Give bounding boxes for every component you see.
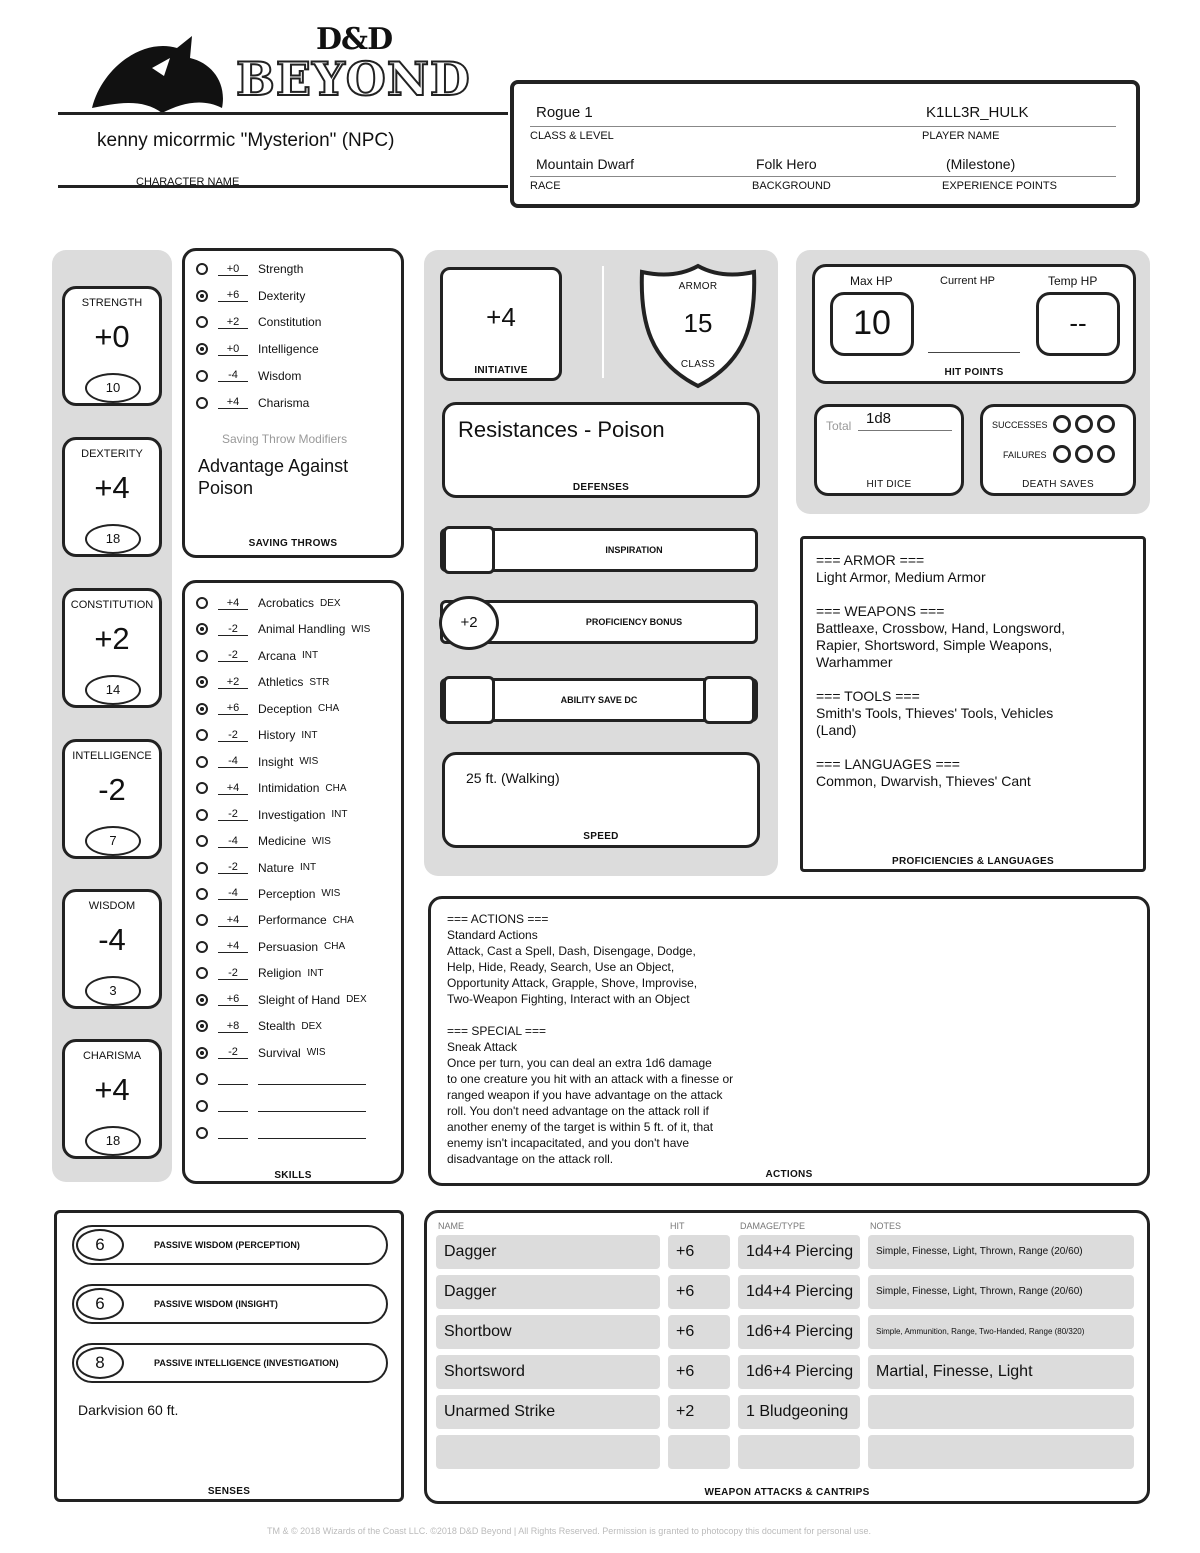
skill-stat: WIS [299, 756, 319, 768]
skill-row[interactable] [196, 962, 323, 984]
inspiration-label: INSPIRATION [605, 545, 663, 555]
ability-name: STRENGTH [81, 297, 143, 309]
divider [530, 126, 1116, 127]
senses-title: SENSES [207, 1486, 251, 1497]
current-hp-line[interactable] [928, 352, 1020, 353]
passive-value[interactable]: 8 [76, 1347, 124, 1379]
skill-value: -2 [218, 808, 248, 821]
skill-row[interactable] [196, 883, 340, 905]
skill-stat: CHA [318, 703, 340, 715]
proficiency-dot-icon[interactable] [196, 782, 208, 794]
skill-name: Intimidation [258, 781, 320, 796]
proficiency-dot-icon[interactable] [196, 623, 208, 635]
ability-modifier[interactable]: +0 [94, 319, 130, 354]
max-hp-value[interactable]: 10 [853, 304, 891, 342]
proficiency-dot-icon[interactable] [196, 263, 208, 275]
circle-icon[interactable] [1075, 415, 1093, 433]
skill-name-line [258, 1100, 366, 1112]
skill-blank[interactable] [196, 1122, 366, 1144]
proficiency-dot-icon[interactable] [196, 967, 208, 979]
proficiencies-text[interactable]: === ARMOR === Light Armor, Medium Armor === WEAPONS === Battleaxe, Crossbow, Hand, Longsword, Rapier, Shortsword, Simple Weapons, Warhammer === TOOLS === Smith's Tools, Thieves' Tools, Vehicles (Land) === LANGUAGES === Common, Dwarvish, Thieves' Cant [816, 552, 1066, 789]
saving-throw-name: Charisma [258, 395, 310, 410]
ability-name: WISDOM [88, 900, 136, 912]
proficiency-dot-icon[interactable] [196, 862, 208, 874]
saving-throw-row[interactable] [196, 311, 321, 333]
skill-name-line [258, 1073, 366, 1085]
skill-row[interactable] [196, 804, 348, 826]
skill-value: -4 [218, 887, 248, 900]
skill-stat: DEX [320, 597, 341, 609]
experience-points-label: EXPERIENCE POINTS [942, 180, 1057, 192]
proficiency-dot-icon[interactable] [196, 809, 208, 821]
skill-blank[interactable] [196, 1095, 366, 1117]
ability-modifier[interactable]: +2 [94, 621, 130, 656]
saving-throws-title: SAVING THROWS [248, 538, 338, 549]
skill-row[interactable] [196, 698, 339, 720]
actions-text[interactable]: === ACTIONS === Standard Actions Attack, Cast a Spell, Dash, Disengage, Dodge, Help, Hide, Ready, Search, Use an Object, Opportunity Attack, Grapple, Shove, Improvise, Two-Weapon Fighting, Interact with an Object === SPECIAL === Sneak Attack Once per turn, you can deal an extra 1d6 damage to one creature you hit with an attack with a finesse or ranged weapon if you have advantage on the attack roll. You don't need advantage on the attack roll if another enemy of the target is within 5 ft. of it, that enemy isn't incapacitated, and you don't have disadvantage on the attack roll. [447, 912, 734, 1166]
proficiency-bonus-label: PROFICIENCY BONUS [585, 617, 683, 627]
weapons-header-hit: HIT [670, 1221, 685, 1231]
skill-stat: WIS [351, 623, 371, 635]
weapon-hit-cell[interactable] [668, 1435, 730, 1469]
proficiency-dot-icon[interactable] [196, 290, 208, 302]
skill-name: Survival [258, 1045, 301, 1060]
ability-save-dc-label: ABILITY SAVE DC [560, 695, 638, 705]
skill-row[interactable] [196, 857, 316, 879]
proficiency-dot-icon[interactable] [196, 941, 208, 953]
weapon-damage-cell[interactable]: 1d6+4 Piercing [738, 1315, 860, 1349]
skill-stat: WIS [321, 888, 341, 900]
skill-stat: INT [307, 967, 324, 979]
saving-throw-value: +6 [218, 289, 248, 302]
failure-checkboxes[interactable] [1053, 445, 1115, 463]
skill-row[interactable] [196, 751, 318, 773]
skill-row[interactable] [196, 989, 367, 1011]
weapon-name-cell[interactable]: Dagger [436, 1235, 660, 1269]
save-dc-slot[interactable] [443, 676, 495, 724]
skill-stat: WIS [312, 835, 331, 847]
hit-dice-total-label: Total [826, 419, 852, 433]
hit-points-label: HIT POINTS [944, 367, 1004, 378]
proficiency-dot-icon[interactable] [196, 650, 208, 662]
initiative-label: INITIATIVE [474, 365, 528, 376]
skill-name: Perception [258, 886, 316, 901]
skill-value [218, 1073, 248, 1085]
proficiency-dot-icon[interactable] [196, 994, 208, 1006]
weapon-notes-cell[interactable]: Simple, Ammunition, Range, Two-Handed, Range (80/320) [868, 1315, 1134, 1349]
saving-throw-name: Wisdom [258, 368, 302, 383]
ability-charisma [62, 1039, 162, 1159]
dragon-logo-icon [82, 28, 232, 118]
defenses-label: DEFENSES [572, 482, 630, 493]
skill-stat: INT [302, 650, 319, 662]
saving-throw-value: +0 [218, 263, 248, 276]
weapon-notes-cell[interactable]: Simple, Finesse, Light, Thrown, Range (20/60) [868, 1235, 1134, 1269]
weapon-name-cell[interactable]: Unarmed Strike [436, 1395, 660, 1429]
weapons-title: WEAPON ATTACKS & CANTRIPS [704, 1487, 870, 1498]
ability-dexterity [62, 437, 162, 557]
proficiency-dot-icon[interactable] [196, 703, 208, 715]
ability-strength [62, 286, 162, 406]
saving-throw-row[interactable] [196, 365, 301, 387]
ability-modifier[interactable]: -2 [98, 772, 126, 807]
weapons-header-damage: DAMAGE/TYPE [740, 1221, 806, 1231]
weapon-hit-cell[interactable]: +6 [668, 1355, 730, 1389]
saving-throw-value: +0 [218, 343, 248, 356]
proficiency-dot-icon[interactable] [196, 676, 208, 688]
skill-value: +4 [218, 597, 248, 610]
character-info-box [510, 80, 1140, 208]
proficiency-dot-icon[interactable] [196, 756, 208, 768]
weapon-name-cell[interactable]: Shortsword [436, 1355, 660, 1389]
skill-value: -4 [218, 835, 248, 848]
skill-name: Animal Handling [258, 622, 346, 637]
weapon-hit-cell[interactable]: +2 [668, 1395, 730, 1429]
ability-score[interactable]: 18 [85, 524, 141, 554]
skill-name: Religion [258, 966, 302, 981]
weapon-name-cell[interactable]: Shortbow [436, 1315, 660, 1349]
proficiency-bonus-box [440, 600, 758, 644]
divider [602, 266, 604, 378]
hit-dice-value[interactable]: 1d8 [866, 410, 892, 427]
proficiency-dot-icon[interactable] [196, 1127, 208, 1139]
proficiency-dot-icon[interactable] [196, 343, 208, 355]
armor-label: ARMOR [678, 281, 718, 292]
speed-value[interactable]: 25 ft. (Walking) [466, 770, 560, 786]
race-label: RACE [530, 180, 561, 192]
background[interactable]: Folk Hero [756, 156, 817, 172]
passive-value[interactable]: 6 [76, 1229, 124, 1261]
skill-row[interactable] [196, 777, 347, 799]
circle-icon[interactable] [1075, 445, 1093, 463]
skill-value: +4 [218, 940, 248, 953]
senses-text[interactable]: Darkvision 60 ft. [78, 1402, 179, 1418]
footer-copyright: TM & © 2018 Wizards of the Coast LLC. ©2018 D&D Beyond | All Rights Reserved. Permission is granted to photocopy this document for personal use. [267, 1526, 871, 1536]
skill-name-line [258, 1127, 366, 1139]
temp-hp-value[interactable]: -- [1069, 308, 1087, 338]
saving-throw-name: Constitution [258, 315, 322, 330]
logo-beyond: BEYOND [236, 52, 471, 106]
weapon-damage-cell[interactable] [738, 1435, 860, 1469]
success-checkboxes[interactable] [1053, 415, 1115, 433]
ability-score[interactable]: 3 [85, 976, 141, 1006]
passive-label: PASSIVE INTELLIGENCE (INVESTIGATION) [154, 1358, 339, 1368]
skill-blank[interactable] [196, 1068, 366, 1090]
saving-throw-value: +2 [218, 316, 248, 329]
skill-stat: WIS [306, 1047, 326, 1059]
saving-throw-modifiers[interactable]: Advantage Against Poison [198, 456, 349, 498]
ability-name: CONSTITUTION [70, 599, 154, 611]
background-label: BACKGROUND [752, 180, 831, 192]
weapon-hit-cell[interactable]: +6 [668, 1315, 730, 1349]
armor-class-label: CLASS [680, 359, 716, 370]
proficiency-dot-icon[interactable] [196, 1073, 208, 1085]
skill-row[interactable] [196, 1015, 322, 1037]
saving-throw-modifiers-label: Saving Throw Modifiers [222, 432, 348, 446]
saving-throw-value: -4 [218, 369, 248, 382]
skill-row[interactable] [196, 909, 354, 931]
skill-value: -2 [218, 623, 248, 636]
weapons-header-notes: NOTES [870, 1221, 902, 1231]
current-hp-label: Current HP [940, 275, 996, 287]
player-name[interactable]: K1LL3R_HULK [926, 104, 1029, 121]
skill-row[interactable] [196, 618, 370, 640]
class-level-label: CLASS & LEVEL [530, 130, 614, 142]
skill-row[interactable] [196, 1042, 326, 1064]
saving-throw-row[interactable] [196, 258, 303, 280]
max-hp-label: Max HP [850, 274, 893, 288]
skill-row[interactable] [196, 936, 345, 958]
skill-stat: DEX [301, 1020, 322, 1032]
skill-name: Athletics [258, 675, 304, 690]
skill-value: +8 [218, 1020, 248, 1033]
death-saves-label: DEATH SAVES [1022, 479, 1094, 490]
failures-label: FAILURES [1003, 450, 1047, 460]
circle-icon[interactable] [1053, 415, 1071, 433]
skill-row[interactable] [196, 671, 329, 693]
skill-name: Insight [258, 754, 294, 769]
proficiency-dot-icon[interactable] [196, 835, 208, 847]
skill-row[interactable] [196, 645, 318, 667]
inspiration-box[interactable] [440, 528, 758, 572]
circle-icon[interactable] [1097, 415, 1115, 433]
passive-score [72, 1343, 388, 1383]
proficiency-dot-icon[interactable] [196, 370, 208, 382]
passive-label: PASSIVE WISDOM (INSIGHT) [154, 1299, 278, 1309]
weapon-name-cell[interactable] [436, 1435, 660, 1469]
proficiency-dot-icon[interactable] [196, 914, 208, 926]
skill-value: -2 [218, 729, 248, 742]
proficiency-dot-icon[interactable] [196, 729, 208, 741]
successes-label: SUCCESSES [992, 420, 1048, 430]
passive-label: PASSIVE WISDOM (PERCEPTION) [154, 1240, 300, 1250]
skill-name: Sleight of Hand [258, 992, 341, 1007]
skill-name: Performance [258, 913, 327, 928]
saving-throw-name: Strength [258, 262, 304, 276]
proficiency-dot-icon[interactable] [196, 1100, 208, 1112]
weapon-notes-cell[interactable]: Martial, Finesse, Light [868, 1355, 1134, 1389]
skill-stat: CHA [324, 941, 346, 953]
ability-name: DEXTERITY [81, 448, 143, 460]
passive-score [72, 1225, 388, 1265]
saving-throw-row[interactable] [196, 392, 309, 414]
skill-stat: STR [309, 676, 330, 688]
player-name-label: PLAYER NAME [922, 130, 1000, 142]
skill-stat: INT [331, 809, 348, 821]
ability-modifier[interactable]: +4 [94, 470, 130, 505]
defenses-value[interactable]: Resistances - Poison [458, 417, 665, 442]
ability-score[interactable]: 14 [85, 675, 141, 705]
ability-save-dc-box [440, 678, 758, 722]
experience-points[interactable]: (Milestone) [946, 156, 1016, 172]
saving-throw-row[interactable] [196, 338, 319, 360]
saving-throw-row[interactable] [196, 285, 305, 307]
ability-name: CHARISMA [82, 1050, 142, 1062]
weapon-notes-cell[interactable] [868, 1395, 1134, 1429]
skill-name: Investigation [258, 807, 326, 822]
proficiency-dot-icon[interactable] [196, 597, 208, 609]
circle-icon[interactable] [1053, 445, 1071, 463]
initiative-value[interactable]: +4 [486, 302, 516, 332]
ability-name: INTELLIGENCE [72, 750, 152, 762]
weapon-damage-cell[interactable]: 1d6+4 Piercing [738, 1355, 860, 1389]
proficiency-dot-icon[interactable] [196, 397, 208, 409]
skill-value: +6 [218, 993, 248, 1006]
skill-value: +4 [218, 782, 248, 795]
actions-title: ACTIONS [765, 1169, 813, 1180]
divider [858, 430, 952, 431]
proficiency-dot-icon[interactable] [196, 316, 208, 328]
race[interactable]: Mountain Dwarf [536, 156, 635, 172]
skill-row[interactable] [196, 830, 331, 852]
hit-dice-label: HIT DICE [866, 479, 912, 490]
circle-icon[interactable] [1097, 445, 1115, 463]
skill-name: Acrobatics [258, 596, 315, 610]
ability-modifier[interactable]: -4 [98, 922, 126, 957]
temp-hp-label: Temp HP [1048, 274, 1098, 288]
ability-score[interactable]: 7 [85, 826, 141, 856]
class-level[interactable]: Rogue 1 [536, 104, 593, 121]
skill-name: Stealth [258, 1019, 296, 1034]
skill-value: +6 [218, 702, 248, 715]
character-name-label: CHARACTER NAME [136, 176, 240, 188]
proficiency-bonus-value[interactable]: +2 [460, 614, 478, 631]
ability-constitution [62, 588, 162, 708]
saving-throw-name: Dexterity [258, 288, 306, 303]
saving-throw-name: Intelligence [258, 342, 319, 357]
skill-stat: INT [301, 729, 318, 741]
skill-name: Deception [258, 701, 313, 716]
weapon-damage-cell[interactable]: 1d4+4 Piercing [738, 1235, 860, 1269]
ability-modifier[interactable]: +4 [94, 1072, 130, 1107]
skill-row[interactable] [196, 592, 341, 614]
skill-value: -2 [218, 649, 248, 662]
proficiency-dot-icon[interactable] [196, 888, 208, 900]
weapon-hit-cell[interactable]: +6 [668, 1275, 730, 1309]
passive-value[interactable]: 6 [76, 1288, 124, 1320]
proficiencies-title: PROFICIENCIES & LANGUAGES [892, 856, 1054, 867]
skill-value: -2 [218, 861, 248, 874]
ability-intelligence [62, 739, 162, 859]
proficiency-dot-icon[interactable] [196, 1047, 208, 1059]
skill-name: Persuasion [258, 939, 319, 954]
passive-score [72, 1284, 388, 1324]
skills-title: SKILLS [274, 1170, 312, 1181]
character-name[interactable]: kenny micorrmic "Mysterion" (NPC) [97, 130, 395, 151]
weapon-name-cell[interactable]: Dagger [436, 1275, 660, 1309]
logo-dnd: D&D [316, 22, 393, 57]
proficiency-dot-icon[interactable] [196, 1020, 208, 1032]
weapon-damage-cell[interactable]: 1d4+4 Piercing [738, 1275, 860, 1309]
skill-value: -2 [218, 1046, 248, 1059]
skill-value: +2 [218, 676, 248, 689]
skill-name: History [258, 728, 296, 743]
inspiration-slot[interactable] [443, 526, 495, 574]
skill-value: -2 [218, 967, 248, 980]
skill-value [218, 1100, 248, 1112]
weapon-hit-cell[interactable]: +6 [668, 1235, 730, 1269]
skill-name: Nature [258, 860, 295, 875]
ability-score[interactable]: 10 [85, 373, 141, 403]
ability-score[interactable]: 18 [85, 1126, 141, 1156]
weapons-header-name: NAME [438, 1221, 465, 1231]
speed-label: SPEED [583, 831, 619, 842]
weapon-damage-cell[interactable]: 1 Bludgeoning [738, 1395, 860, 1429]
ability-wisdom [62, 889, 162, 1009]
skill-stat: CHA [332, 914, 354, 926]
skill-stat: CHA [325, 782, 347, 794]
weapon-notes-cell[interactable] [868, 1435, 1134, 1469]
save-dc-slot-right[interactable] [703, 676, 755, 724]
skill-stat: DEX [346, 994, 367, 1006]
skill-value [218, 1127, 248, 1139]
saving-throw-value: +4 [218, 396, 248, 409]
skill-value: +4 [218, 914, 248, 927]
armor-class-value[interactable]: 15 [683, 308, 713, 338]
weapon-notes-cell[interactable]: Simple, Finesse, Light, Thrown, Range (20/60) [868, 1275, 1134, 1309]
divider [530, 176, 1116, 177]
skill-stat: INT [300, 862, 317, 873]
skill-value: -4 [218, 755, 248, 768]
skill-name: Arcana [258, 648, 297, 663]
skill-row[interactable] [196, 724, 317, 746]
skill-name: Medicine [258, 834, 307, 849]
